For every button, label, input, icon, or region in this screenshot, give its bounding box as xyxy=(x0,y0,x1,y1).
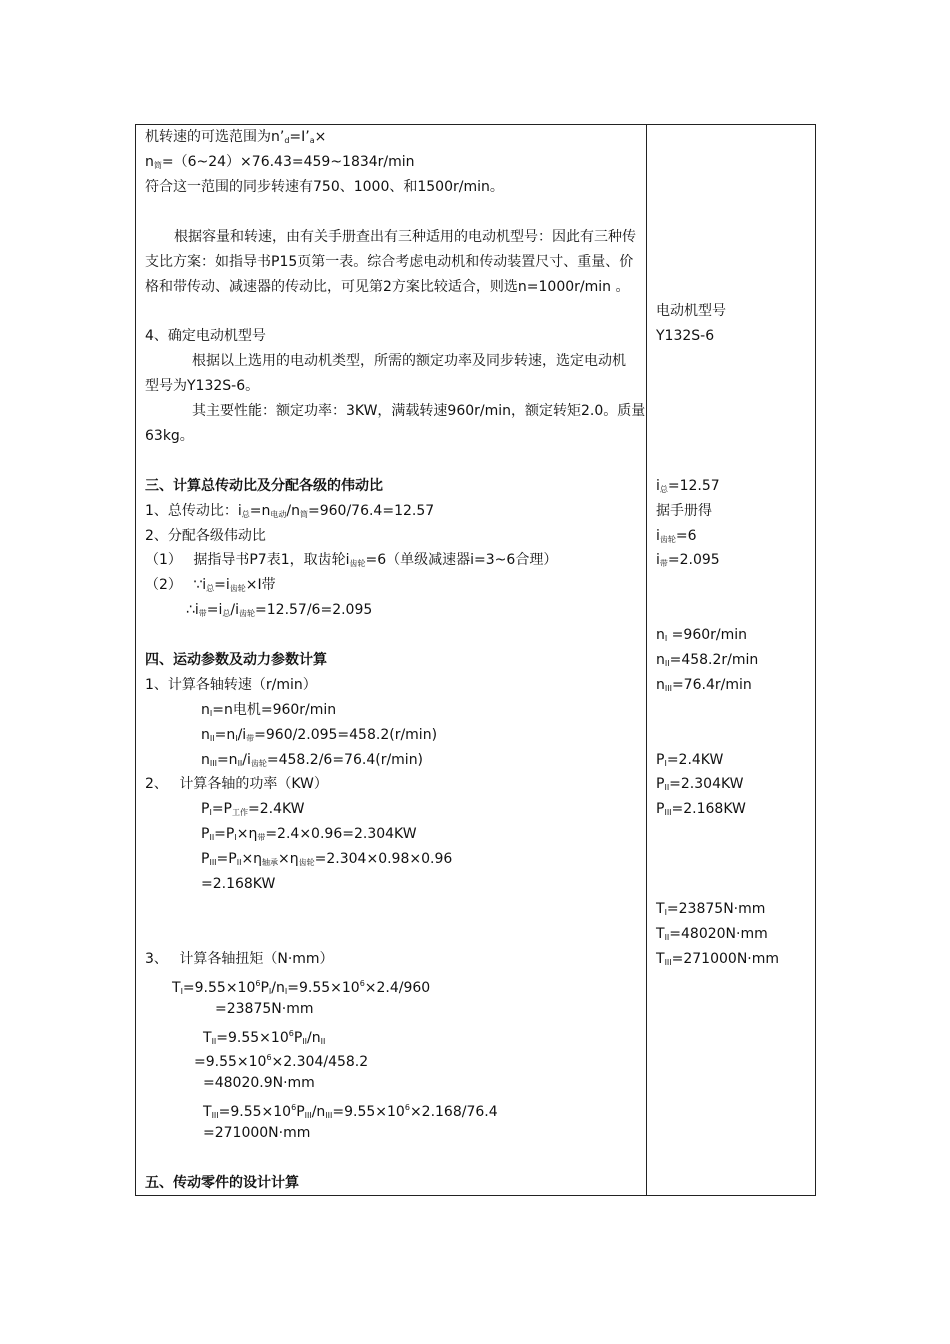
text-line: 符合这一范围的同步转速有750、1000、和1500r/min。 xyxy=(145,179,504,195)
formula-line: ∴i带=i总/i齿轮=12.57/6=2.095 xyxy=(186,602,373,618)
section-heading: 三、计算总传动比及分配各级的伟动比 xyxy=(145,478,383,494)
text-line: 2、 计算各轴的功率（KW） xyxy=(145,776,328,792)
formula-line: PIII=PII×η轴承×η齿轮=2.304×0.98×0.96 xyxy=(201,851,453,867)
result-value: PIII=2.168KW xyxy=(656,801,746,817)
text-line: 支比方案：如指导书P15页第一表。综合考虑电动机和传动装置尺寸、重量、价 xyxy=(145,254,634,270)
result-value: TIII=271000N·mm xyxy=(656,951,780,967)
result-value: i齿轮=6 xyxy=(656,528,697,544)
text-line: 格和带传动、减速器的传动比，可见第2方案比较适合，则选n=1000r/min 。 xyxy=(145,279,630,295)
result-value: nIII=76.4r/min xyxy=(656,677,752,693)
formula-line: nI=n电机=960r/min xyxy=(201,702,337,718)
result-value: TII=48020N·mm xyxy=(656,926,768,942)
result-label: 据手册得 xyxy=(656,503,712,519)
text-line: 2、分配各级伟动比 xyxy=(145,528,266,544)
text-line: n筒=（6~24）×76.43=459~1834r/min xyxy=(145,154,415,170)
text-line: 根据以上选用的电动机类型，所需的额定功率及同步转速，选定电动机 xyxy=(192,353,626,369)
result-value: i总=12.57 xyxy=(656,478,720,494)
formula-line: $=9.55\times 10^6\times 2.304/458.2$ xyxy=(194,1053,369,1070)
text-line: 机转速的可选范围为n’d=I’a× xyxy=(145,129,327,145)
formula-line: nIII=nII/i齿轮=458.2/6=76.4(r/min) xyxy=(201,752,424,768)
section-subheading: 4、确定电动机型号 xyxy=(145,328,266,344)
result-value: i带=2.095 xyxy=(656,552,720,568)
text-line: 根据容量和转速，由有关手册查出有三种适用的电动机型号：因此有三种传 xyxy=(174,229,636,245)
formula-line: （1） 据指导书P7表1，取齿轮i齿轮=6（单级减速器i=3~6合理） xyxy=(145,552,558,568)
result-value: PI=2.4KW xyxy=(656,752,724,768)
result-value: PII=2.304KW xyxy=(656,776,744,792)
formula-line: =48020.9N·mm xyxy=(203,1075,315,1091)
result-value: TI=23875N·mm xyxy=(656,901,766,917)
formula-line: $TIII=9.55\times 10^6PIII/nIII=9.55\times 10^6\times 2.168/76.4$ xyxy=(203,1103,498,1120)
text-line: 63kg。 xyxy=(145,428,194,444)
text-line: 型号为Y132S-6。 xyxy=(145,378,260,394)
text-line: 3、 计算各轴扭矩（N·mm） xyxy=(145,951,334,967)
column-divider xyxy=(646,124,647,1196)
section-heading: 五、传动零件的设计计算 xyxy=(145,1175,299,1191)
text-line: 1、计算各轴转速（r/min） xyxy=(145,677,317,693)
result-value: Y132S-6 xyxy=(656,328,715,344)
formula-line: =2.168KW xyxy=(201,876,276,892)
formula-line: 1、总传动比：i总=n电动/n筒=960/76.4=12.57 xyxy=(145,503,435,519)
formula-line: $TI=9.55\times 10^6PI/nI=9.55\times 10^6\times 2.4/960$ xyxy=(172,979,431,996)
result-value: nII=458.2r/min xyxy=(656,652,759,668)
result-label: 电动机型号 xyxy=(656,303,726,319)
formula-line: PII=PI×η带=2.4×0.96=2.304KW xyxy=(201,826,417,842)
formula-line: =271000N·mm xyxy=(203,1125,311,1141)
formula-line: nII=nI/i带=960/2.095=458.2(r/min) xyxy=(201,727,438,743)
formula-line: （2） ∵i总=i齿轮×I带 xyxy=(145,577,276,593)
text-line: 其主要性能：额定功率：3KW，满载转速960r/min，额定转矩2.0。质量 xyxy=(192,403,646,419)
result-value: nI =960r/min xyxy=(656,627,748,643)
formula-line: PI=P工作=2.4KW xyxy=(201,801,305,817)
formula-line: $TII=9.55\times 10^6PII$/nII xyxy=(203,1029,326,1046)
formula-line: =23875N·mm xyxy=(215,1001,314,1017)
section-heading: 四、运动参数及动力参数计算 xyxy=(145,652,327,668)
